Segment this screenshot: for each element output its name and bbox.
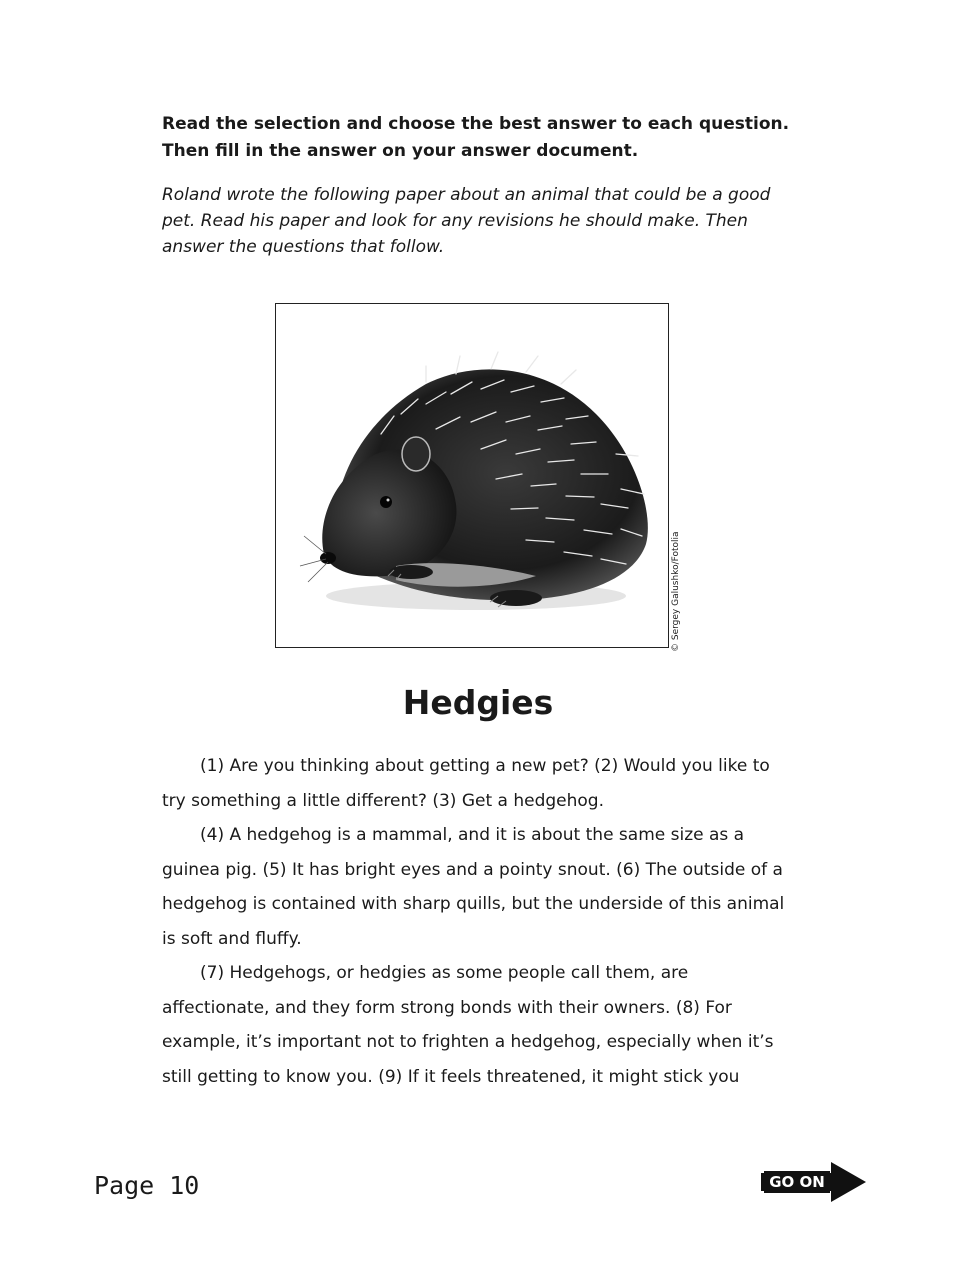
paragraph: (1) Are you thinking about getting a new pet? (2) Would you like to try something a little different? (3) Get a hedgehog. — [162, 756, 770, 811]
instructions — [162, 111, 822, 165]
instructions-line-1: Read the selection and choose the best answer to each question. — [162, 114, 790, 134]
hedgehog-photo — [275, 303, 669, 648]
intro-text: Roland wrote the following paper about an animal that could be a good pet. Read his paper and look for any revisions he should make. Then answer the questions that follow. — [162, 185, 771, 257]
hedgehog-illustration — [276, 304, 669, 648]
eye — [380, 496, 392, 508]
go-on-indicator — [761, 1162, 866, 1202]
passage-body — [162, 749, 794, 1094]
passage-title: Hedgies — [402, 683, 554, 722]
back-paw — [490, 590, 542, 606]
paragraph: (4) A hedgehog is a mammal, and it is about the same size as a guinea pig. (5) It has bright eyes and a pointy snout. (6) The outside of a hedgehog is contained with sharp quills, but the underside of this animal is soft and fluffy. — [162, 825, 785, 949]
paragraph: (7) Hedgehogs, or hedgies as some people call them, are affectionate, and they form strong bonds with their owners. (8) For example, it’s important not to frighten a hedgehog, especially when it’s still getting to know you. (9) If it feels threatened, it might stick you — [162, 963, 774, 1087]
go-on-label: GO ON — [764, 1171, 830, 1193]
ear — [402, 437, 430, 471]
front-paw — [389, 565, 433, 579]
instructions-line-2: Then fill in the answer on your answer document. — [162, 141, 639, 161]
photo-credit: © Sergey Galushko/Fotolia — [671, 531, 681, 652]
page-number: Page 10 — [94, 1171, 200, 1200]
